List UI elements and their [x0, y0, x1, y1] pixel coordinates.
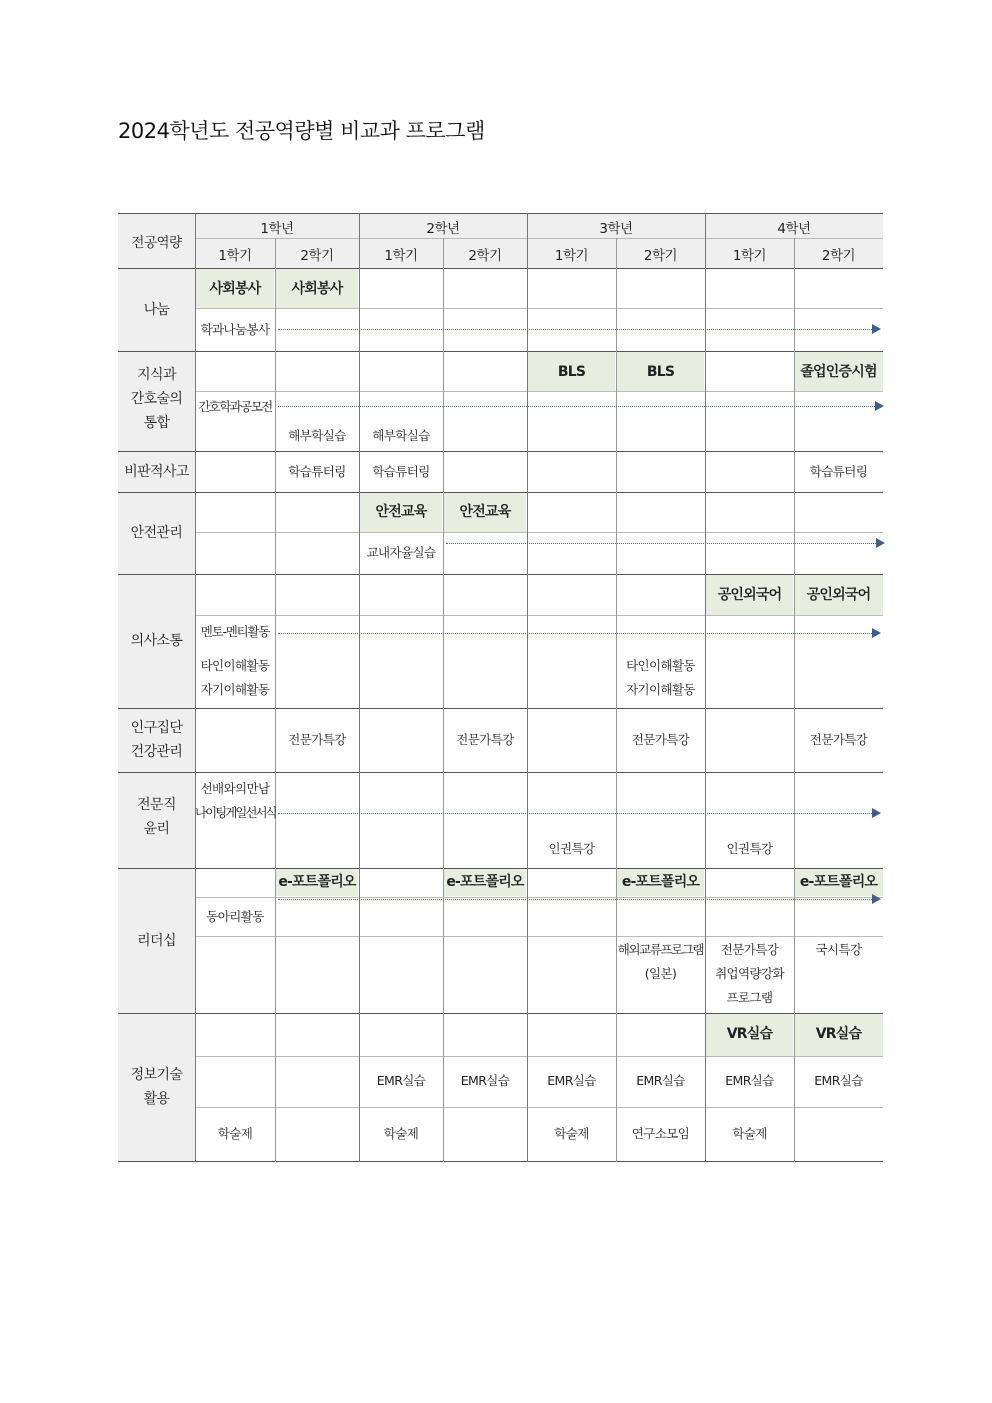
row-line	[118, 492, 883, 493]
col-line	[359, 213, 360, 1162]
arrow-head-icon	[875, 401, 884, 411]
row-line	[195, 1056, 883, 1057]
semester-header: 1학기	[384, 248, 418, 264]
program-cell: 타인이해활동	[626, 658, 695, 673]
row-line	[195, 615, 883, 616]
program-cell: EMR실습	[636, 1073, 685, 1088]
program-cell: 멘토-멘티활동	[200, 624, 270, 639]
program-cell: EMR실습	[376, 1073, 426, 1088]
program-cell: 동아리활동	[206, 909, 264, 924]
program-cell: 취업역량강화	[715, 966, 784, 981]
program-cell: BLS	[557, 364, 586, 380]
program-cell: 전문가특강	[809, 732, 868, 747]
semester-header: 2학기	[468, 248, 502, 264]
program-cell: 연구소모임	[631, 1126, 690, 1141]
row-line	[118, 574, 883, 575]
program-cell: EMR실습	[460, 1073, 510, 1088]
program-cell: e-포트폴리오	[278, 874, 356, 890]
program-cell: 공인외국어	[717, 587, 782, 603]
program-cell: 학술제	[554, 1126, 589, 1141]
continuation-arrow	[278, 406, 875, 407]
program-cell: e-포트폴리오	[621, 874, 700, 890]
program-cell: 졸업인증시험	[800, 364, 877, 380]
year-3-header: 3학년	[599, 221, 633, 237]
program-cell: VR실습	[815, 1026, 862, 1042]
program-cell: (일본)	[644, 966, 677, 981]
program-cell: 전문가특강	[631, 732, 690, 747]
program-cell: VR실습	[726, 1026, 773, 1042]
program-cell: 나이팅게일선서식	[195, 805, 276, 820]
program-cell: 학습튜터링	[288, 464, 346, 479]
program-cell: 사회봉사	[291, 281, 343, 297]
program-cell: 선배와의만남	[200, 781, 270, 796]
row-label-critical-thinking: 비판적사고	[124, 464, 189, 480]
row-label-leadership: 리더십	[137, 933, 176, 949]
program-cell: 프로그램	[726, 990, 773, 1005]
program-cell: 전문가특강	[720, 942, 779, 957]
semester-header: 1학기	[732, 248, 767, 264]
row-line	[118, 1013, 883, 1014]
program-cell: 인권특강	[726, 841, 773, 856]
col-line	[275, 238, 276, 1162]
row-line	[195, 238, 883, 239]
program-cell: 국시특강	[815, 942, 862, 957]
program-cell: 공인외국어	[806, 587, 871, 603]
program-cell: 학습튜터링	[372, 464, 430, 479]
arrow-head-icon	[872, 628, 881, 638]
row-label-information-technology: 정보기술 활용	[130, 1067, 183, 1107]
program-cell: 해부학실습	[372, 428, 430, 443]
continuation-arrow	[278, 329, 872, 330]
row-label-sharing: 나눔	[143, 302, 170, 318]
program-cell: EMR실습	[547, 1073, 596, 1088]
row-line	[195, 1107, 883, 1108]
year-4-header: 4학년	[777, 221, 811, 237]
table-border-bottom	[118, 1161, 883, 1162]
program-cell: 자기이해활동	[626, 682, 695, 697]
program-cell: 해외교류프로그램	[617, 942, 704, 957]
semester-header: 1학기	[554, 248, 589, 264]
program-cell: 해부학실습	[288, 428, 346, 443]
row-label-safety: 안전관리	[130, 525, 183, 541]
continuation-arrow	[278, 899, 872, 900]
row-label-communication: 의사소통	[130, 633, 183, 649]
competency-program-table	[118, 213, 883, 1162]
program-cell: e-포트폴리오	[446, 874, 524, 890]
row-label-professional-ethics: 전문직 윤리	[137, 797, 176, 837]
program-cell: 교내자율실습	[366, 545, 436, 560]
year-1-header: 1학년	[260, 221, 294, 237]
row-line	[118, 708, 883, 709]
program-cell: e-포트폴리오	[799, 874, 878, 890]
col-line	[527, 213, 528, 1162]
program-cell: 안전교육	[375, 504, 427, 520]
row-label-population-health: 인구집단 건강관리	[130, 720, 183, 760]
page-title: 2024학년도 전공역량별 비교과 프로그램	[118, 119, 485, 143]
row-line	[195, 391, 883, 392]
program-cell: 학술제	[732, 1126, 767, 1141]
competency-header: 전공역량	[131, 235, 182, 251]
program-cell: 전문가특강	[456, 732, 514, 747]
program-cell: 타인이해활동	[200, 658, 270, 673]
program-cell: 사회봉사	[209, 281, 261, 297]
row-line	[195, 308, 883, 309]
program-cell: 학과나눔봉사	[200, 322, 270, 337]
arrow-head-icon	[872, 808, 881, 818]
semester-header: 1학기	[218, 248, 252, 264]
col-line	[443, 238, 444, 1162]
table-border-top	[118, 213, 883, 214]
row-line	[118, 351, 883, 352]
row-line	[195, 936, 883, 937]
semester-header: 2학기	[643, 248, 678, 264]
arrow-head-icon	[872, 894, 881, 904]
program-cell: EMR실습	[814, 1073, 863, 1088]
semester-header: 2학기	[300, 248, 334, 264]
semester-header: 2학기	[821, 248, 856, 264]
program-cell: 안전교육	[459, 504, 511, 520]
row-label-knowledge: 지식과 간호술의 통합	[130, 367, 183, 431]
continuation-arrow	[278, 633, 872, 634]
year-2-header: 2학년	[426, 221, 460, 237]
program-cell: 학술제	[383, 1126, 419, 1141]
row-line	[195, 532, 883, 533]
program-cell: 자기이해활동	[200, 682, 270, 697]
program-cell: EMR실습	[725, 1073, 774, 1088]
competency-column-fill	[118, 213, 195, 1162]
arrow-head-icon	[872, 324, 881, 334]
row-line	[118, 868, 883, 869]
row-line	[195, 897, 883, 898]
row-line	[118, 772, 883, 773]
program-cell: 인권특강	[548, 841, 595, 856]
program-cell: 학습튜터링	[809, 464, 868, 479]
continuation-arrow	[446, 543, 876, 544]
program-cell: BLS	[646, 364, 675, 380]
arrow-head-icon	[876, 538, 885, 548]
program-cell: 전문가특강	[288, 732, 346, 747]
row-line	[118, 451, 883, 452]
col-line	[705, 213, 706, 1162]
program-cell: 간호학과공모전	[198, 399, 272, 414]
program-cell: 학술제	[217, 1126, 253, 1141]
row-line	[118, 268, 883, 269]
continuation-arrow	[278, 813, 872, 814]
